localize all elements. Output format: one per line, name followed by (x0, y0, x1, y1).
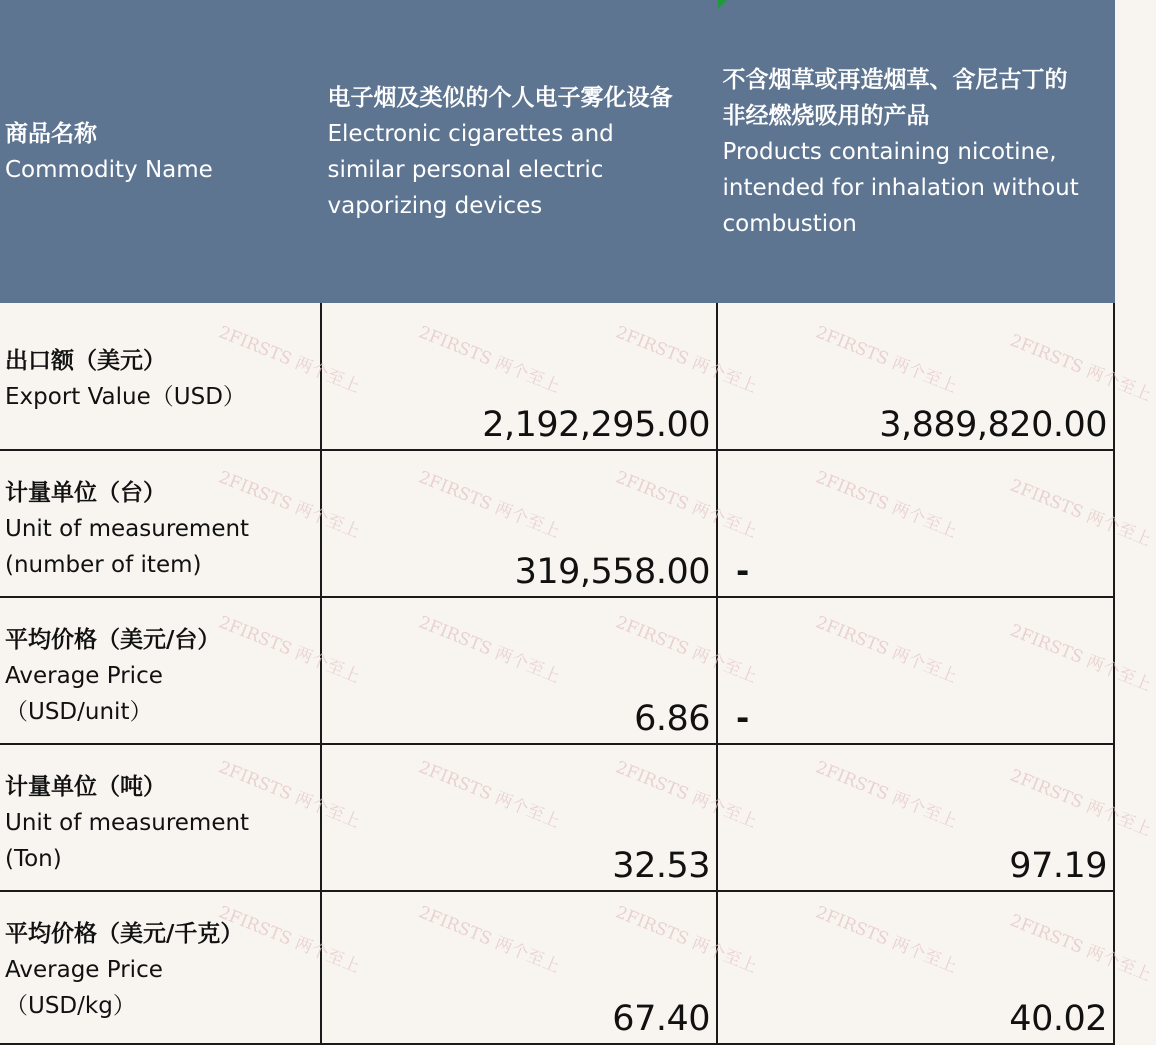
row-label-en: Unit of measurement (5, 810, 250, 836)
header-nicotine-products-en-3: combustion (722, 210, 857, 237)
cell-e-cigarettes: 2,192,295.00 (321, 303, 717, 450)
table-row-avg-price-kg (0, 891, 1114, 1044)
watermark-text: 2FIRSTS 两个至上 (612, 322, 760, 398)
row-label-en-2: (Ton) (5, 846, 62, 872)
row-label (0, 303, 321, 450)
corner-marker-icon (718, 0, 727, 9)
watermark-text: 2FIRSTS 两个至上 (215, 757, 363, 833)
row-label-en: Average Price (5, 663, 163, 689)
header-e-cigarettes-en-2: similar personal electric (327, 156, 604, 183)
header-e-cigarettes-en-1: Electronic cigarettes and (327, 120, 614, 147)
cell-nicotine-products: 40.02 (717, 891, 1114, 1044)
cell-e-cigarettes: 32.53 (321, 744, 717, 891)
watermark-text: 2FIRSTS 两个至上 (415, 612, 563, 688)
watermark-text: 2FIRSTS 两个至上 (1007, 910, 1154, 986)
header-e-cigarettes-en-3: vaporizing devices (327, 192, 543, 219)
watermark-text: 2FIRSTS 两个至上 (1007, 765, 1154, 841)
header-commodity-name-zh: 商品名称 (5, 120, 97, 147)
row-label-en-2: （USD/kg） (5, 993, 136, 1019)
header-nicotine-products-en-2: intended for inhalation without (722, 174, 1079, 201)
table-row-unit-ton (0, 744, 1114, 891)
header-nicotine-products-en-1: Products containing nicotine, (722, 138, 1057, 165)
watermark-text: 2FIRSTS 两个至上 (215, 612, 363, 688)
row-label (0, 597, 321, 744)
watermark-text: 2FIRSTS 两个至上 (415, 757, 563, 833)
row-label-zh: 出口额（美元） (5, 348, 166, 374)
watermark-text: 2FIRSTS 两个至上 (612, 902, 760, 978)
row-label-en-2: （USD/unit） (5, 699, 153, 725)
watermark-text: 2FIRSTS 两个至上 (215, 322, 363, 398)
row-label-en: Export Value（USD） (5, 384, 246, 410)
cell-nicotine-products: - (717, 450, 1114, 597)
watermark-text: 2FIRSTS 两个至上 (415, 902, 563, 978)
table-row-export-value (0, 303, 1114, 450)
header-row (0, 0, 1114, 303)
row-label-zh: 计量单位（台） (5, 480, 166, 506)
table-row-avg-price-unit (0, 597, 1114, 744)
watermark-text: 2FIRSTS 两个至上 (812, 467, 960, 543)
watermark-text: 2FIRSTS 两个至上 (612, 612, 760, 688)
watermark-text: 2FIRSTS 两个至上 (215, 467, 363, 543)
watermark-text: 2FIRSTS 两个至上 (612, 467, 760, 543)
row-label-zh: 平均价格（美元/台） (5, 627, 221, 653)
cell-nicotine-products: - (717, 597, 1114, 744)
cell-e-cigarettes: 67.40 (321, 891, 717, 1044)
row-label-zh: 平均价格（美元/千克） (5, 921, 244, 947)
header-nicotine-products-zh-1: 不含烟草或再造烟草、含尼古丁的 (722, 66, 1068, 93)
row-label-zh: 计量单位（吨） (5, 774, 166, 800)
table-row-unit-items (0, 450, 1114, 597)
watermark-text: 2FIRSTS 两个至上 (415, 322, 563, 398)
row-label-en: Average Price (5, 957, 163, 983)
row-label-en-2: (number of item) (5, 552, 202, 578)
row-label (0, 450, 321, 597)
header-e-cigarettes (321, 0, 717, 303)
watermark-text: 2FIRSTS 两个至上 (1007, 330, 1154, 406)
cell-nicotine-products: 3,889,820.00 (717, 303, 1114, 450)
watermark-text: 2FIRSTS 两个至上 (415, 467, 563, 543)
watermark-text: 2FIRSTS 两个至上 (812, 757, 960, 833)
row-label-en: Unit of measurement (5, 516, 250, 542)
cell-nicotine-products: 97.19 (717, 744, 1114, 891)
header-commodity-name-en: Commodity Name (5, 156, 213, 183)
header-nicotine-products-zh-2: 非经燃烧吸用的产品 (722, 102, 930, 129)
header-e-cigarettes-zh: 电子烟及类似的个人电子雾化设备 (327, 84, 673, 111)
header-nicotine-products (717, 0, 1114, 303)
cell-e-cigarettes: 319,558.00 (321, 450, 717, 597)
watermark-text: 2FIRSTS 两个至上 (215, 902, 363, 978)
watermark-text: 2FIRSTS 两个至上 (812, 612, 960, 688)
row-label (0, 744, 321, 891)
watermark-text: 2FIRSTS 两个至上 (612, 757, 760, 833)
watermark-text: 2FIRSTS 两个至上 (812, 902, 960, 978)
row-label (0, 891, 321, 1044)
cell-e-cigarettes: 6.86 (321, 597, 717, 744)
watermark-text: 2FIRSTS 两个至上 (1007, 475, 1154, 551)
watermark-text: 2FIRSTS 两个至上 (1007, 620, 1154, 696)
header-commodity-name (0, 0, 321, 303)
watermark-text: 2FIRSTS 两个至上 (812, 322, 960, 398)
